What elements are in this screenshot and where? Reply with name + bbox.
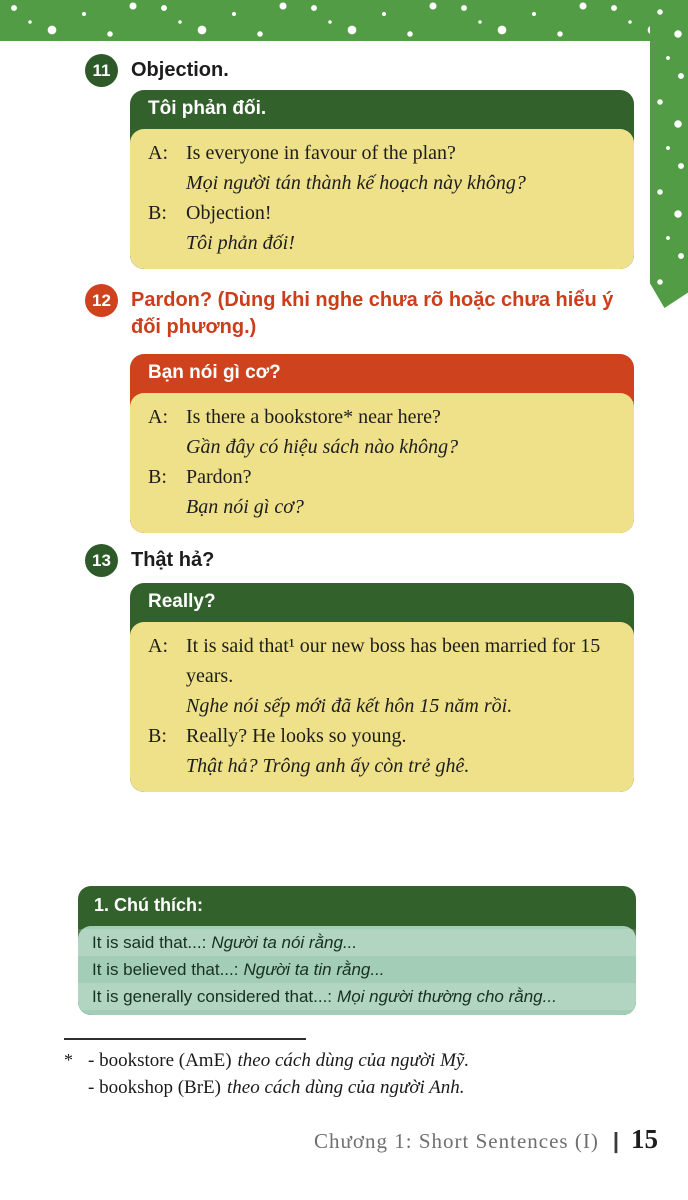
dialogue-line: [148, 721, 616, 751]
dialogue-line: [148, 168, 616, 198]
speaker-label: [148, 492, 186, 522]
translation-text: Tôi phản đối!: [186, 232, 295, 254]
footnote: [64, 1038, 624, 1101]
note-vietnamese: Người ta nói rằng...: [211, 933, 358, 952]
decorative-top-band: [0, 0, 688, 41]
speaker-label: B:: [148, 466, 167, 488]
note-vietnamese: Mọi người thường cho rằng...: [337, 987, 557, 1006]
entry-12-heading: [85, 284, 646, 341]
translation-text: Gần đây có hiệu sách nào không?: [186, 436, 459, 458]
dialogue-line: [148, 751, 616, 781]
speaker-label: [148, 751, 186, 781]
translation-text: Mọi người tán thành kế hoạch này không?: [186, 172, 526, 194]
entry-title: Pardon? (Dùng khi nghe chưa rõ hoặc chưa hiểu ý đối phương.): [131, 289, 614, 338]
dialogue-line: [148, 631, 616, 691]
entry-11-dialog-box: [130, 90, 634, 269]
speaker-label: A:: [148, 635, 168, 657]
dialog-header: Bạn nói gì cơ?: [148, 362, 281, 383]
footer-separator: |: [612, 1128, 619, 1153]
speaker-label: [148, 168, 186, 198]
page-footer: [314, 1124, 658, 1155]
footnote-text: [88, 1047, 469, 1074]
footnote-line: [64, 1047, 624, 1074]
dialogue-line: [148, 691, 616, 721]
dialog-header: Tôi phản đối.: [148, 98, 267, 119]
note-row: [78, 956, 636, 983]
translation-text: Nghe nói sếp mới đã kết hôn 15 năm rồi.: [186, 695, 513, 717]
speaker-label: [148, 432, 186, 462]
speaker-label: B:: [148, 725, 167, 747]
decorative-right-band: [650, 0, 688, 308]
dialogue-line: [148, 138, 616, 168]
note-box: [78, 886, 636, 1015]
footnote-english: - bookstore (AmE): [88, 1050, 232, 1071]
dialogue-line: [148, 228, 616, 258]
page-corner-notch: [604, 41, 650, 87]
dialogue-text: Pardon?: [186, 466, 252, 488]
entry-number-badge: 12: [85, 284, 118, 317]
footnote-line: [64, 1074, 624, 1101]
entry-12-dialog-box: [130, 354, 634, 533]
dialogue-line: [148, 492, 616, 522]
speaker-label: A:: [148, 406, 168, 428]
dialog-body: [130, 393, 634, 533]
entry-title: Thật hả?: [131, 549, 215, 571]
dialogue-text: Really? He looks so young.: [186, 725, 407, 747]
dialog-body: [130, 129, 634, 269]
translation-text: Thật hả? Trông anh ấy còn trẻ ghê.: [186, 755, 470, 777]
speaker-label: B:: [148, 202, 167, 224]
speaker-label: A:: [148, 142, 168, 164]
dialogue-line: [148, 432, 616, 462]
dialogue-text: Is there a bookstore* near here?: [186, 406, 441, 428]
chapter-title: Chương 1: Short Sentences (I): [314, 1129, 599, 1153]
speaker-label: [148, 228, 186, 258]
footnote-vietnamese: theo cách dùng của người Anh.: [226, 1077, 465, 1098]
dialogue-text: Objection!: [186, 202, 272, 224]
note-english: It is generally considered that...:: [92, 987, 333, 1006]
footnote-marker: *: [64, 1050, 73, 1070]
note-english: It is said that...:: [92, 933, 207, 952]
translation-text: Bạn nói gì cơ?: [186, 496, 304, 518]
entry-13-dialog-box: [130, 583, 634, 792]
footnote-vietnamese: theo cách dùng của người Mỹ.: [237, 1050, 470, 1071]
dialog-body: [130, 622, 634, 792]
footnote-marker: [64, 1074, 88, 1101]
dialog-header: Really?: [148, 591, 216, 612]
note-row: [78, 983, 636, 1010]
entry-13-heading: [85, 544, 214, 577]
page-number: 15: [631, 1124, 658, 1154]
dialogue-line: [148, 462, 616, 492]
footnote-rule: [64, 1038, 306, 1040]
dialogue-line: [148, 198, 616, 228]
note-vietnamese: Người ta tin rằng...: [243, 960, 385, 979]
dialogue-line: [148, 402, 616, 432]
entry-number-badge: 11: [85, 54, 118, 87]
dialogue-text: It is said that¹ our new boss has been married for 15 years.: [186, 635, 601, 687]
entry-11-heading: [85, 54, 229, 87]
footnote-text: [88, 1074, 465, 1101]
speaker-label: [148, 691, 186, 721]
entry-number-badge: 13: [85, 544, 118, 577]
footnote-english: - bookshop (BrE): [88, 1077, 221, 1098]
entry-title: Objection.: [131, 59, 229, 81]
dialogue-text: Is everyone in favour of the plan?: [186, 142, 456, 164]
note-english: It is believed that...:: [92, 960, 239, 979]
note-header: 1. Chú thích:: [94, 895, 203, 915]
note-body: [78, 926, 636, 1015]
note-row: [78, 929, 636, 956]
